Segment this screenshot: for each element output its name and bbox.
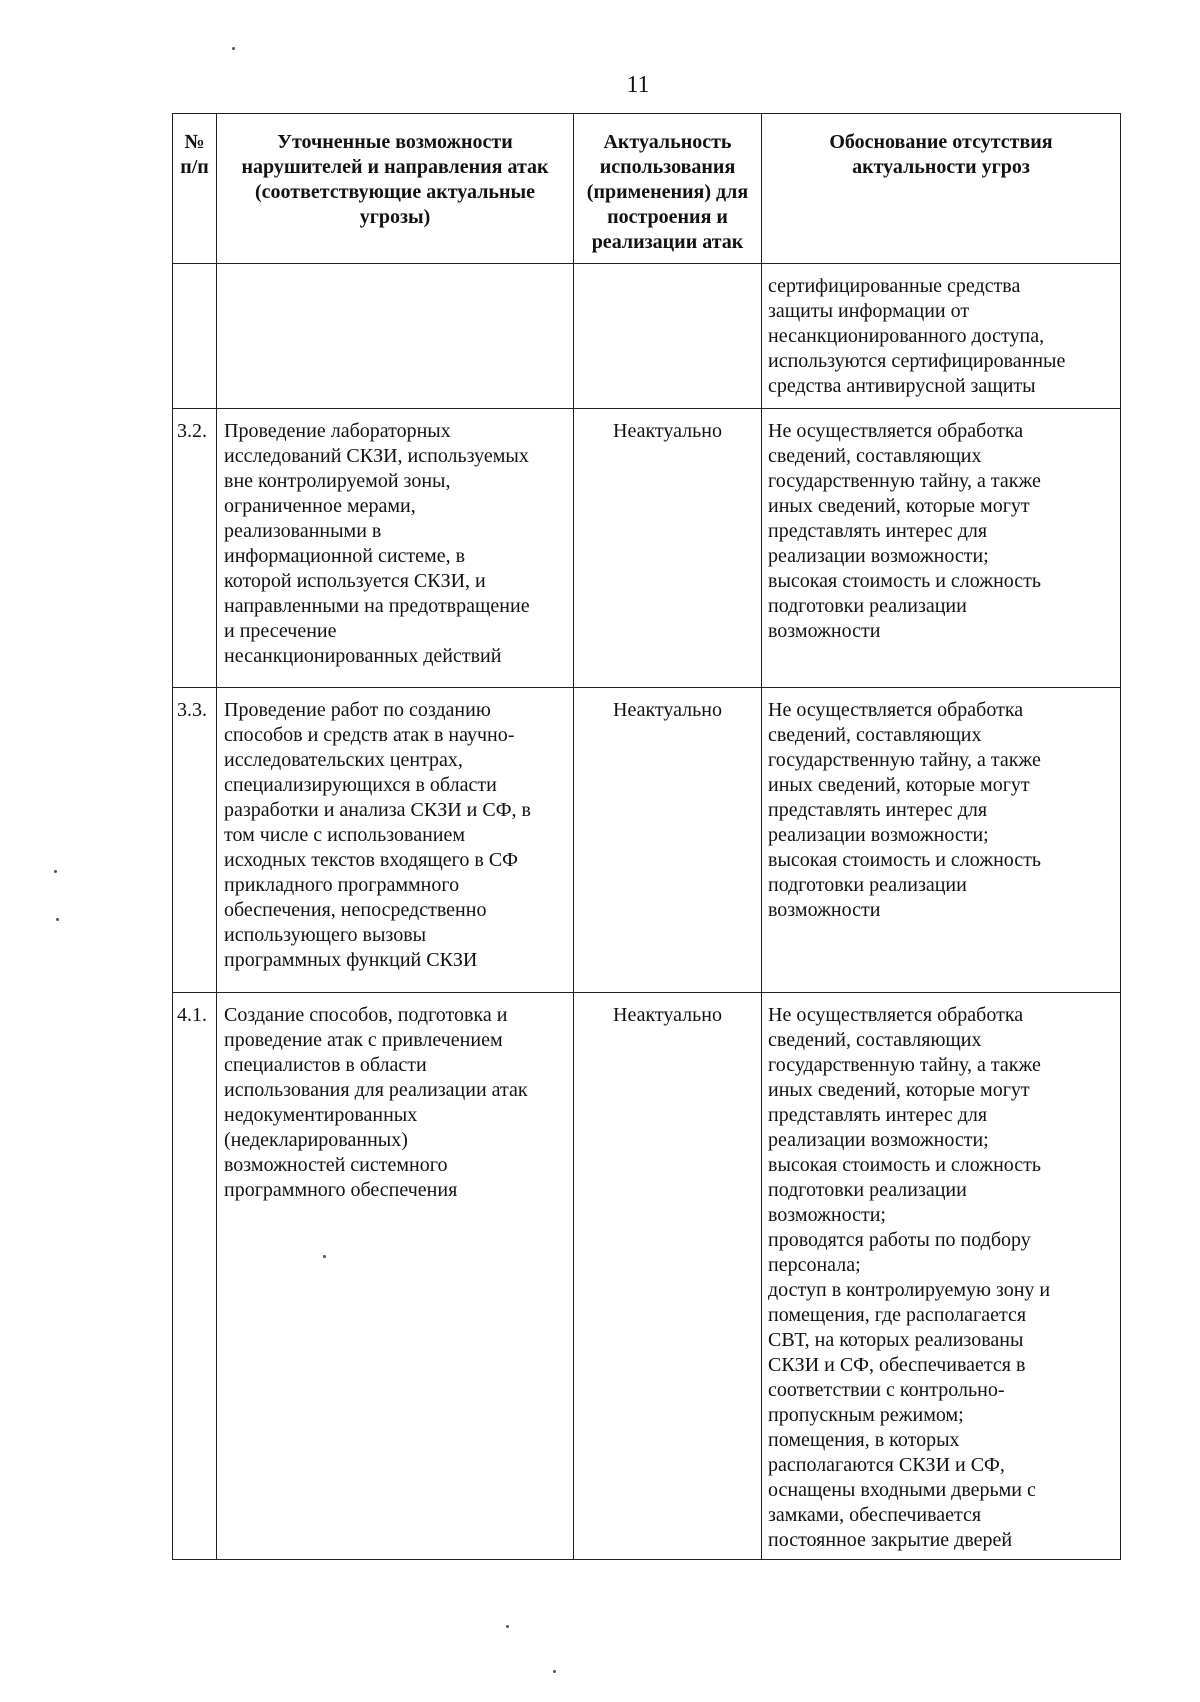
row-justification-line: высокая стоимость и сложность (768, 570, 1042, 592)
row-justification-line: Не осуществляется обработка (768, 1004, 1024, 1026)
row-capability-line: несанкционированных действий (224, 645, 502, 667)
row-capability-line: информационной системе, в (224, 545, 466, 567)
row-justification-line: доступ в контролируемую зону и (768, 1279, 1051, 1301)
row-capability-line: Проведение лабораторных (224, 420, 451, 442)
row-justification-line: представлять интерес для (768, 799, 988, 821)
row-capability (217, 688, 574, 993)
row-number: 3.3. (173, 688, 217, 993)
row-capability-line: обеспечения, непосредственно (224, 899, 487, 921)
row-justification-line: сведений, составляющих (768, 445, 982, 467)
table-header-row (173, 114, 1121, 264)
row-justification-line: реализации возможности; (768, 824, 989, 846)
row-justification-line: государственную тайну, а также (768, 470, 1041, 492)
row-justification-line: постоянное закрытие дверей (768, 1529, 1013, 1551)
row-justification-line: несанкционированного доступа, (768, 325, 1045, 347)
row-justification-line: представлять интерес для (768, 520, 988, 542)
row-capability-line: специализирующихся в области (224, 774, 497, 796)
row-justification-line: располагаются СКЗИ и СФ, (768, 1454, 1005, 1476)
row-justification (762, 264, 1121, 409)
row-capability (217, 409, 574, 688)
row-capability-line: вне контролируемой зоны, (224, 470, 451, 492)
row-justification-line: высокая стоимость и сложность (768, 849, 1042, 871)
row-justification-line: возможности (768, 620, 881, 642)
row-capability-line: том числе с использованием (224, 824, 466, 846)
row-justification-line: иных сведений, которые могут (768, 495, 1030, 517)
row-justification-line: помещения, где располагается (768, 1304, 1027, 1326)
row-justification-line: проводятся работы по подбору (768, 1229, 1031, 1251)
row-justification-line: СКЗИ и СФ, обеспечивается в (768, 1354, 1026, 1376)
row-justification-line: Не осуществляется обработка (768, 699, 1024, 721)
row-capability-line: проведение атак с привлечением (224, 1029, 503, 1051)
table-row (173, 993, 1121, 1560)
row-capability (217, 264, 574, 409)
row-justification-line: представлять интерес для (768, 1104, 988, 1126)
row-number: 3.2. (173, 409, 217, 688)
header-capabilities: Уточненные возможности нарушителей и направления атак (соответствующие актуальные угрозы) (217, 114, 574, 264)
scan-speck (54, 870, 57, 873)
row-justification-line: подготовки реализации (768, 595, 967, 617)
row-capability-line: возможностей системного (224, 1154, 448, 1176)
row-capability-line: исходных текстов входящего в СФ (224, 849, 518, 871)
row-capability-line: программных функций СКЗИ (224, 949, 478, 971)
row-justification-line: оснащены входными дверьми с (768, 1479, 1036, 1501)
row-number: 4.1. (173, 993, 217, 1560)
row-justification-line: пропускным режимом; (768, 1404, 964, 1426)
scan-speck (232, 47, 235, 50)
row-capability-line: использования для реализации атак (224, 1079, 528, 1101)
scan-speck (323, 1255, 326, 1258)
threats-table (172, 113, 1121, 1560)
row-justification-line: сведений, составляющих (768, 724, 982, 746)
row-justification-line: подготовки реализации (768, 1179, 967, 1201)
header-actuality: Актуальность использования (применения) для построения и реализации атак (574, 114, 762, 264)
row-justification-line: возможности (768, 899, 881, 921)
row-justification (762, 993, 1121, 1560)
row-capability-line: ограниченное мерами, (224, 495, 416, 517)
row-capability-line: программного обеспечения (224, 1179, 458, 1201)
page-number: 11 (626, 72, 650, 98)
row-capability-line: прикладного программного (224, 874, 460, 896)
row-justification (762, 409, 1121, 688)
row-capability-line: исследовательских центрах, (224, 749, 463, 771)
row-capability-line: способов и средств атак в научно- (224, 724, 515, 746)
row-justification-line: возможности; (768, 1204, 886, 1226)
scan-speck (56, 918, 59, 921)
row-justification-line: подготовки реализации (768, 874, 967, 896)
table-row (173, 409, 1121, 688)
row-capability-line: Создание способов, подготовка и (224, 1004, 508, 1026)
table-row (173, 688, 1121, 993)
table-row (173, 264, 1121, 409)
row-capability-line: специалистов в области (224, 1054, 427, 1076)
row-actuality: Неактуально (574, 409, 762, 688)
row-justification-line: реализации возможности; (768, 1129, 989, 1151)
row-justification (762, 688, 1121, 993)
row-justification-line: средства антивирусной защиты (768, 375, 1036, 397)
row-justification-line: государственную тайну, а также (768, 1054, 1041, 1076)
header-number: № п/п (173, 114, 217, 264)
row-capability-line: использующего вызовы (224, 924, 427, 946)
row-capability-line: Проведение работ по созданию (224, 699, 491, 721)
row-capability-line: направленными на предотвращение (224, 595, 530, 617)
row-capability-line: (недекларированных) (224, 1129, 408, 1151)
row-justification-line: иных сведений, которые могут (768, 774, 1030, 796)
row-number (173, 264, 217, 409)
row-justification-line: сертифицированные средства (768, 275, 1021, 297)
row-capability (217, 993, 574, 1560)
row-justification-line: СВТ, на которых реализованы (768, 1329, 1024, 1351)
row-actuality: Неактуально (574, 688, 762, 993)
row-capability-line: недокументированных (224, 1104, 418, 1126)
row-justification-line: иных сведений, которые могут (768, 1079, 1030, 1101)
row-actuality: Неактуально (574, 993, 762, 1560)
row-justification-line: замками, обеспечивается (768, 1504, 982, 1526)
row-justification-line: помещения, в которых (768, 1429, 960, 1451)
header-justification: Обоснование отсутствия актуальности угроз (762, 114, 1121, 264)
row-capability-line: которой используется СКЗИ, и (224, 570, 486, 592)
row-actuality (574, 264, 762, 409)
row-capability-line: разработки и анализа СКЗИ и СФ, в (224, 799, 531, 821)
row-justification-line: государственную тайну, а также (768, 749, 1041, 771)
scan-speck (506, 1625, 509, 1628)
row-capability-line: и пресечение (224, 620, 337, 642)
row-capability-line: реализованными в (224, 520, 382, 542)
row-justification-line: персонала; (768, 1254, 861, 1276)
row-justification-line: защиты информации от (768, 300, 970, 322)
row-justification-line: реализации возможности; (768, 545, 989, 567)
row-justification-line: используются сертифицированные (768, 350, 1066, 372)
scan-speck (553, 1670, 556, 1673)
row-justification-line: Не осуществляется обработка (768, 420, 1024, 442)
row-justification-line: соответствии с контрольно- (768, 1379, 1005, 1401)
row-justification-line: высокая стоимость и сложность (768, 1154, 1042, 1176)
row-justification-line: сведений, составляющих (768, 1029, 982, 1051)
row-capability-line: исследований СКЗИ, используемых (224, 445, 529, 467)
